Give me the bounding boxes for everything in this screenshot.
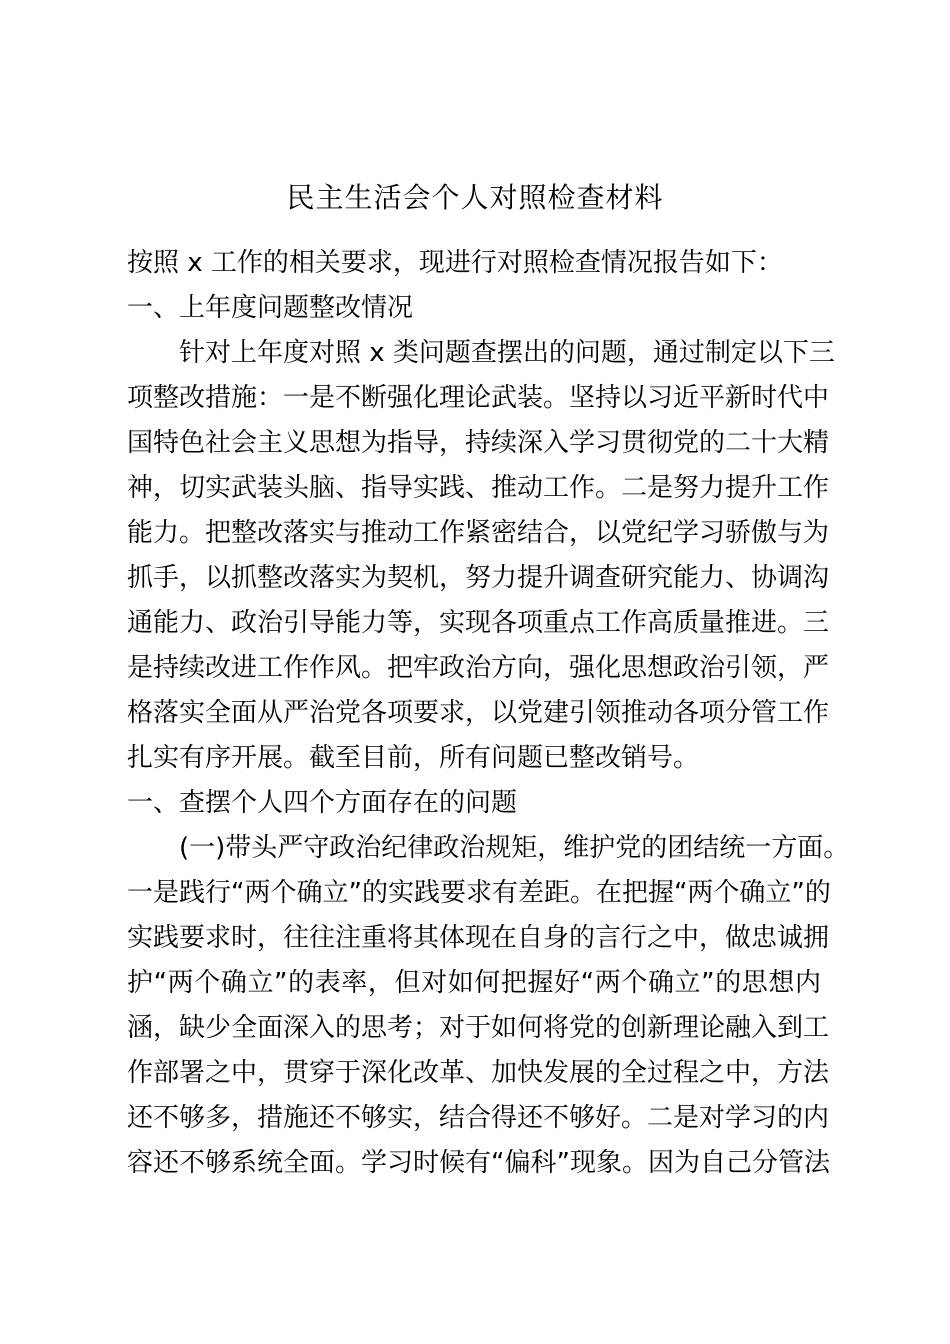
paragraph-line: 通能力、政治引导能力等，实现各项重点工作高质量推进。三	[127, 608, 830, 638]
document-body	[127, 241, 850, 1186]
paragraph-line: 针对上年度对照 x 类问题查摆出的问题，通过制定以下三	[179, 338, 835, 368]
paragraph-line: 项整改措施：一是不断强化理论武装。坚持以习近平新时代中	[127, 383, 830, 413]
paragraph-line: 一是践行“两个确立”的实践要求有差距。在把握“两个确立”的	[127, 878, 831, 908]
paragraph-line: (一)带头严守政治纪律政治规矩，维护党的团结统一方面。	[179, 833, 850, 863]
paragraph-line: 容还不够系统全面。学习时候有“偏科”现象。因为自己分管法	[127, 1148, 830, 1178]
paragraph-line: 是持续改进工作作风。把牢政治方向，强化思想政治引领，严	[127, 653, 830, 683]
paragraph-line: 实践要求时，往往注重将其体现在自身的言行之中，做忠诚拥	[127, 923, 830, 953]
paragraph-line: 扎实有序开展。截至目前，所有问题已整改销号。	[127, 743, 700, 773]
paragraph-line: 国特色社会主义思想为指导，持续深入学习贯彻党的二十大精	[127, 428, 830, 458]
problems-paragraph	[127, 826, 850, 1186]
section-heading-problems: 一、查摆个人四个方面存在的问题	[127, 788, 518, 818]
paragraph-line: 神，切实武装头脑、指导实践、推动工作。二是努力提升工作	[127, 473, 830, 503]
paragraph-line: 涵，缺少全面深入的思考；对于如何将党的创新理论融入到工	[127, 1013, 830, 1043]
paragraph-line: 格落实全面从严治党各项要求，以党建引领推动各项分管工作	[127, 698, 830, 728]
paragraph-line: 还不够多，措施还不够实，结合得还不够好。二是对学习的内	[127, 1103, 830, 1133]
paragraph-line: 护“两个确立”的表率，但对如何把握好“两个确立”的思想内	[127, 968, 821, 998]
document-title: 民主生活会个人对照检查材料	[286, 181, 664, 214]
paragraph-line: 抓手，以抓整改落实为契机，努力提升调查研究能力、协调沟	[127, 563, 830, 593]
paragraph-line: 作部署之中，贯穿于深化改革、加快发展的全过程之中，方法	[127, 1058, 830, 1088]
intro-paragraph: 按照 x 工作的相关要求，现进行对照检查情况报告如下：	[127, 248, 783, 278]
paragraph-line: 能力。把整改落实与推动工作紧密结合，以党纪学习骄傲与为	[127, 518, 830, 548]
rectification-paragraph	[127, 331, 835, 781]
section-heading-rectification: 一、上年度问题整改情况	[127, 293, 414, 323]
